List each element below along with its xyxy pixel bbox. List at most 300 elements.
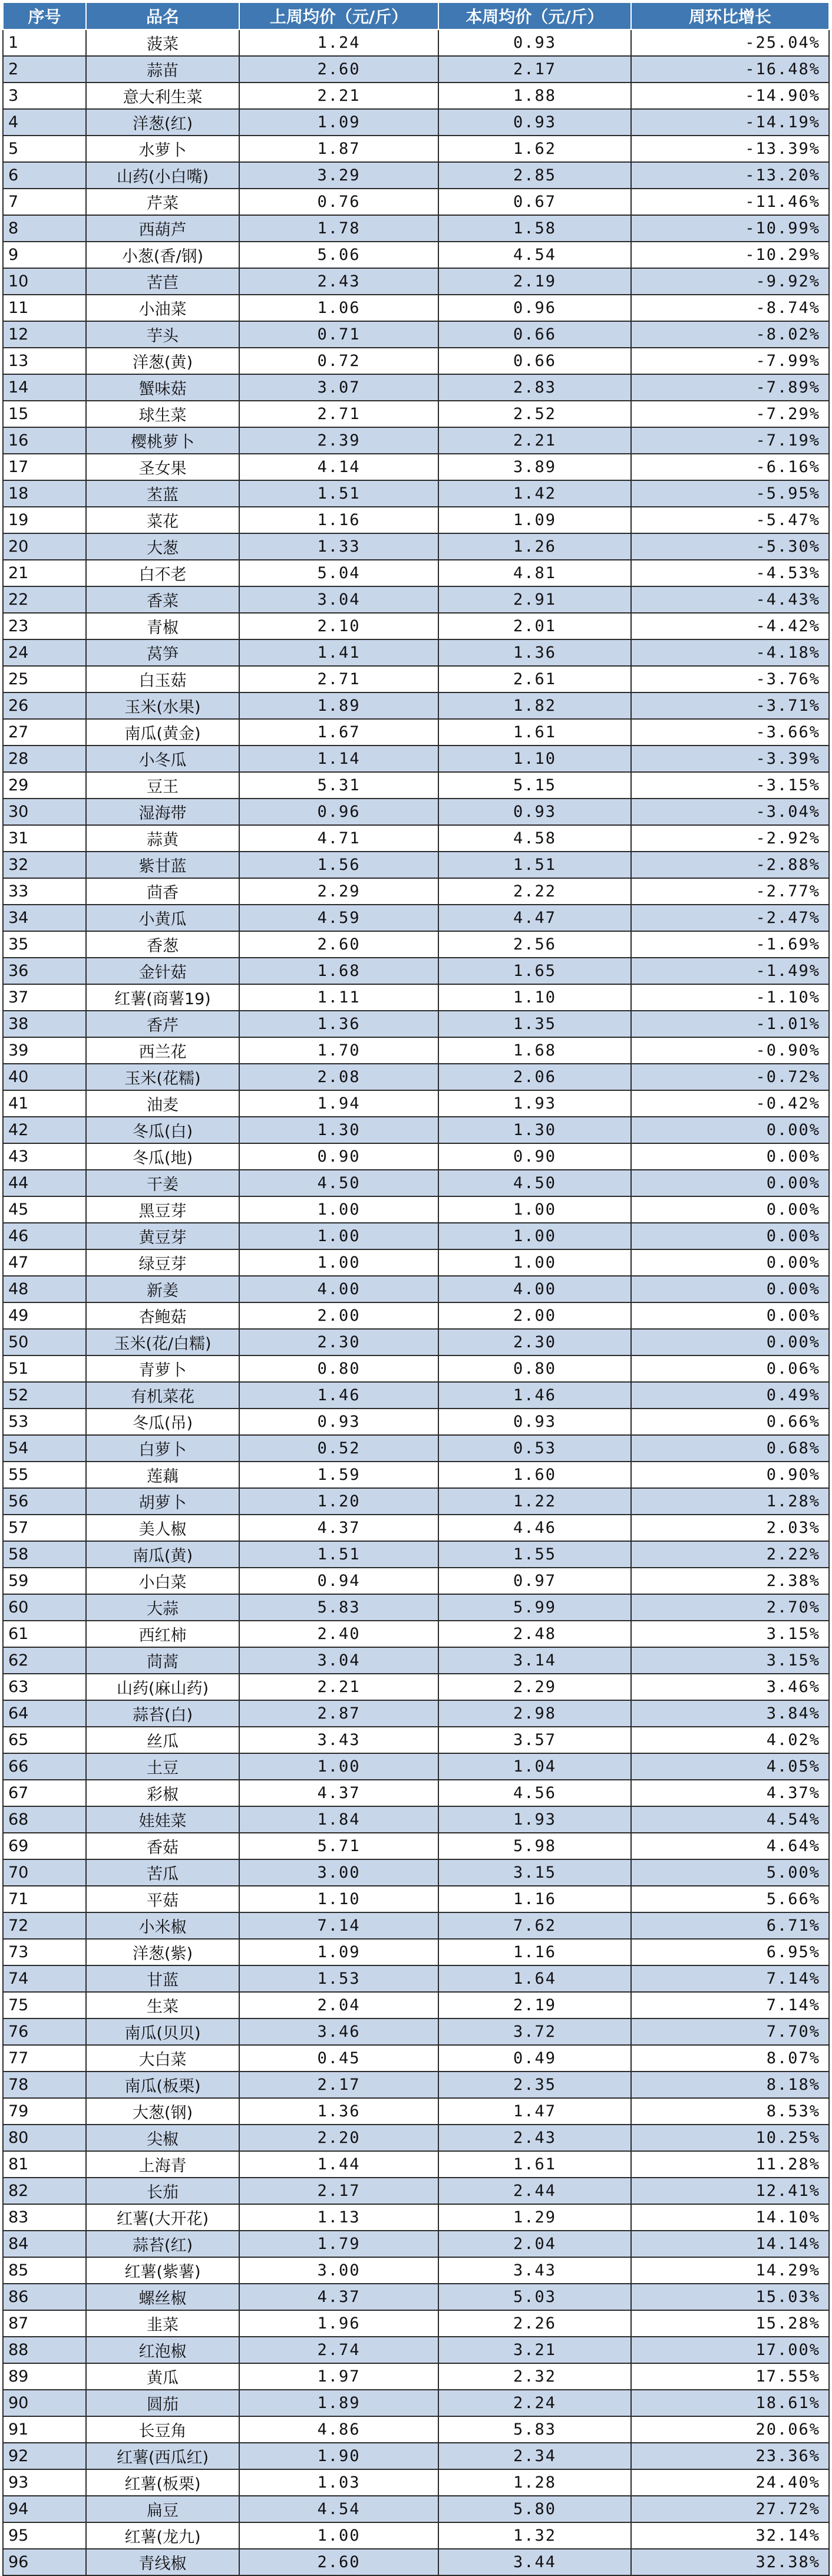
cell-week-over-week-change: -16.48% xyxy=(631,56,829,83)
cell-this-week-price: 1.10 xyxy=(438,746,631,772)
cell-index: 62 xyxy=(3,1647,86,1674)
cell-index: 42 xyxy=(3,1117,86,1143)
cell-last-week-price: 2.71 xyxy=(239,666,438,692)
cell-this-week-price: 2.83 xyxy=(438,374,631,401)
cell-product-name: 豆王 xyxy=(86,772,239,799)
table-row xyxy=(3,1409,829,1435)
cell-index: 39 xyxy=(3,1037,86,1064)
cell-this-week-price: 0.80 xyxy=(438,1355,631,1382)
cell-product-name: 平菇 xyxy=(86,1886,239,1912)
cell-index: 33 xyxy=(3,878,86,905)
table-row xyxy=(3,1302,829,1329)
cell-week-over-week-change: 14.10% xyxy=(631,2204,829,2231)
cell-product-name: 大葱 xyxy=(86,533,239,560)
table-row xyxy=(3,1276,829,1302)
cell-this-week-price: 2.91 xyxy=(438,586,631,613)
cell-week-over-week-change: 14.29% xyxy=(631,2257,829,2284)
cell-week-over-week-change: 5.00% xyxy=(631,1859,829,1886)
cell-index: 76 xyxy=(3,2018,86,2045)
cell-this-week-price: 0.66 xyxy=(438,321,631,348)
cell-index: 60 xyxy=(3,1594,86,1621)
table-row xyxy=(3,507,829,533)
cell-week-over-week-change: -8.74% xyxy=(631,295,829,321)
cell-this-week-price: 3.44 xyxy=(438,2549,631,2575)
table-row xyxy=(3,958,829,984)
table-row xyxy=(3,2257,829,2284)
table-row xyxy=(3,2098,829,2125)
cell-last-week-price: 3.04 xyxy=(239,586,438,613)
cell-index: 48 xyxy=(3,1276,86,1302)
cell-index: 10 xyxy=(3,268,86,295)
cell-this-week-price: 2.56 xyxy=(438,931,631,958)
cell-index: 45 xyxy=(3,1196,86,1223)
table-row xyxy=(3,1621,829,1647)
cell-week-over-week-change: -1.69% xyxy=(631,931,829,958)
cell-index: 6 xyxy=(3,162,86,189)
cell-this-week-price: 2.04 xyxy=(438,2231,631,2257)
cell-week-over-week-change: -3.15% xyxy=(631,772,829,799)
cell-product-name: 新姜 xyxy=(86,1276,239,1302)
cell-this-week-price: 5.98 xyxy=(438,1833,631,1859)
table-row xyxy=(3,2045,829,2072)
cell-last-week-price: 2.17 xyxy=(239,2178,438,2204)
cell-this-week-price: 2.32 xyxy=(438,2363,631,2390)
cell-product-name: 蒜黄 xyxy=(86,825,239,852)
cell-week-over-week-change: -3.66% xyxy=(631,719,829,746)
cell-this-week-price: 2.06 xyxy=(438,1064,631,1090)
cell-last-week-price: 4.37 xyxy=(239,2284,438,2310)
cell-index: 96 xyxy=(3,2549,86,2575)
cell-this-week-price: 5.80 xyxy=(438,2496,631,2522)
cell-product-name: 黑豆芽 xyxy=(86,1196,239,1223)
cell-last-week-price: 0.71 xyxy=(239,321,438,348)
cell-index: 43 xyxy=(3,1143,86,1170)
cell-this-week-price: 5.15 xyxy=(438,772,631,799)
cell-product-name: 上海青 xyxy=(86,2151,239,2178)
cell-last-week-price: 4.50 xyxy=(239,1170,438,1196)
table-row xyxy=(3,666,829,692)
table-row xyxy=(3,1727,829,1753)
cell-week-over-week-change: 18.61% xyxy=(631,2390,829,2416)
table-row xyxy=(3,560,829,586)
cell-this-week-price: 4.46 xyxy=(438,1515,631,1541)
cell-last-week-price: 0.52 xyxy=(239,1435,438,1462)
cell-week-over-week-change: 0.00% xyxy=(631,1302,829,1329)
cell-last-week-price: 1.24 xyxy=(239,29,438,56)
cell-week-over-week-change: 0.66% xyxy=(631,1409,829,1435)
table-row xyxy=(3,2522,829,2549)
cell-this-week-price: 1.65 xyxy=(438,958,631,984)
cell-week-over-week-change: 3.15% xyxy=(631,1621,829,1647)
cell-product-name: 圣女果 xyxy=(86,454,239,480)
cell-last-week-price: 2.87 xyxy=(239,1700,438,1727)
cell-last-week-price: 1.51 xyxy=(239,1541,438,1568)
cell-this-week-price: 0.93 xyxy=(438,29,631,56)
table-row xyxy=(3,825,829,852)
cell-week-over-week-change: -5.30% xyxy=(631,533,829,560)
cell-last-week-price: 3.00 xyxy=(239,2257,438,2284)
cell-index: 69 xyxy=(3,1833,86,1859)
cell-week-over-week-change: 14.14% xyxy=(631,2231,829,2257)
cell-week-over-week-change: -13.39% xyxy=(631,136,829,162)
cell-product-name: 尖椒 xyxy=(86,2125,239,2151)
cell-this-week-price: 1.47 xyxy=(438,2098,631,2125)
cell-product-name: 大葱(钢) xyxy=(86,2098,239,2125)
table-row xyxy=(3,1992,829,2018)
cell-index: 66 xyxy=(3,1753,86,1780)
cell-last-week-price: 5.83 xyxy=(239,1594,438,1621)
cell-last-week-price: 1.89 xyxy=(239,2390,438,2416)
table-row xyxy=(3,1939,829,1965)
table-row xyxy=(3,2151,829,2178)
cell-this-week-price: 4.54 xyxy=(438,242,631,268)
cell-product-name: 紫甘蓝 xyxy=(86,852,239,878)
table-row xyxy=(3,2337,829,2363)
cell-last-week-price: 2.17 xyxy=(239,2072,438,2098)
cell-week-over-week-change: 6.95% xyxy=(631,1939,829,1965)
cell-last-week-price: 1.00 xyxy=(239,1753,438,1780)
cell-product-name: 湿海带 xyxy=(86,799,239,825)
cell-last-week-price: 2.39 xyxy=(239,427,438,454)
cell-product-name: 甘蓝 xyxy=(86,1965,239,1992)
cell-last-week-price: 1.00 xyxy=(239,1249,438,1276)
cell-last-week-price: 1.89 xyxy=(239,692,438,719)
cell-last-week-price: 5.31 xyxy=(239,772,438,799)
cell-this-week-price: 0.93 xyxy=(438,109,631,136)
cell-week-over-week-change: 0.90% xyxy=(631,1462,829,1488)
table-row xyxy=(3,1568,829,1594)
table-row xyxy=(3,984,829,1011)
cell-index: 25 xyxy=(3,666,86,692)
cell-this-week-price: 2.44 xyxy=(438,2178,631,2204)
cell-last-week-price: 2.21 xyxy=(239,1674,438,1700)
table-row xyxy=(3,162,829,189)
table-row xyxy=(3,29,829,56)
table-row xyxy=(3,639,829,666)
cell-product-name: 干姜 xyxy=(86,1170,239,1196)
table-row xyxy=(3,242,829,268)
table-row xyxy=(3,374,829,401)
cell-product-name: 西红柿 xyxy=(86,1621,239,1647)
cell-week-over-week-change: -7.29% xyxy=(631,401,829,427)
cell-product-name: 白萝卜 xyxy=(86,1435,239,1462)
table-row xyxy=(3,2204,829,2231)
cell-this-week-price: 3.21 xyxy=(438,2337,631,2363)
cell-product-name: 香菇 xyxy=(86,1833,239,1859)
cell-index: 72 xyxy=(3,1912,86,1939)
cell-last-week-price: 2.60 xyxy=(239,931,438,958)
cell-week-over-week-change: 12.41% xyxy=(631,2178,829,2204)
cell-index: 90 xyxy=(3,2390,86,2416)
cell-product-name: 洋葱(紫) xyxy=(86,1939,239,1965)
header-last-week-price: 上周均价（元/斤） xyxy=(239,2,438,29)
cell-week-over-week-change: 17.00% xyxy=(631,2337,829,2363)
cell-last-week-price: 3.04 xyxy=(239,1647,438,1674)
cell-last-week-price: 1.20 xyxy=(239,1488,438,1515)
cell-last-week-price: 2.00 xyxy=(239,1302,438,1329)
cell-index: 21 xyxy=(3,560,86,586)
table-row xyxy=(3,2549,829,2575)
cell-index: 88 xyxy=(3,2337,86,2363)
cell-this-week-price: 1.60 xyxy=(438,1462,631,1488)
cell-product-name: 洋葱(黄) xyxy=(86,348,239,374)
cell-last-week-price: 7.14 xyxy=(239,1912,438,1939)
cell-this-week-price: 0.93 xyxy=(438,1409,631,1435)
cell-product-name: 苤蓝 xyxy=(86,480,239,507)
cell-week-over-week-change: -0.42% xyxy=(631,1090,829,1117)
cell-last-week-price: 5.06 xyxy=(239,242,438,268)
table-row xyxy=(3,321,829,348)
cell-this-week-price: 4.56 xyxy=(438,1780,631,1806)
cell-index: 85 xyxy=(3,2257,86,2284)
cell-product-name: 莲藕 xyxy=(86,1462,239,1488)
cell-this-week-price: 1.82 xyxy=(438,692,631,719)
table-row xyxy=(3,1037,829,1064)
cell-week-over-week-change: 2.22% xyxy=(631,1541,829,1568)
cell-index: 61 xyxy=(3,1621,86,1647)
cell-this-week-price: 2.85 xyxy=(438,162,631,189)
cell-last-week-price: 1.16 xyxy=(239,507,438,533)
header-row xyxy=(3,2,829,29)
cell-week-over-week-change: -2.77% xyxy=(631,878,829,905)
table-row xyxy=(3,931,829,958)
table-row xyxy=(3,1833,829,1859)
cell-last-week-price: 2.29 xyxy=(239,878,438,905)
cell-index: 54 xyxy=(3,1435,86,1462)
cell-product-name: 土豆 xyxy=(86,1753,239,1780)
cell-this-week-price: 4.50 xyxy=(438,1170,631,1196)
cell-week-over-week-change: 1.28% xyxy=(631,1488,829,1515)
cell-index: 44 xyxy=(3,1170,86,1196)
table-row xyxy=(3,1515,829,1541)
cell-index: 65 xyxy=(3,1727,86,1753)
table-row xyxy=(3,2072,829,2098)
cell-last-week-price: 2.71 xyxy=(239,401,438,427)
table-row xyxy=(3,1117,829,1143)
cell-product-name: 小黄瓜 xyxy=(86,905,239,931)
cell-this-week-price: 1.88 xyxy=(438,83,631,109)
table-row xyxy=(3,1647,829,1674)
table-row xyxy=(3,1090,829,1117)
cell-last-week-price: 1.56 xyxy=(239,852,438,878)
cell-last-week-price: 1.10 xyxy=(239,1886,438,1912)
cell-last-week-price: 1.51 xyxy=(239,480,438,507)
cell-week-over-week-change: 0.00% xyxy=(631,1170,829,1196)
cell-product-name: 杏鲍菇 xyxy=(86,1302,239,1329)
cell-week-over-week-change: 0.00% xyxy=(631,1196,829,1223)
cell-week-over-week-change: -1.49% xyxy=(631,958,829,984)
cell-week-over-week-change: -6.16% xyxy=(631,454,829,480)
table-row xyxy=(3,1541,829,1568)
cell-this-week-price: 2.61 xyxy=(438,666,631,692)
cell-this-week-price: 0.66 xyxy=(438,348,631,374)
table-row xyxy=(3,533,829,560)
cell-index: 7 xyxy=(3,189,86,215)
cell-last-week-price: 1.78 xyxy=(239,215,438,242)
cell-week-over-week-change: 4.64% xyxy=(631,1833,829,1859)
cell-index: 63 xyxy=(3,1674,86,1700)
cell-product-name: 蒜苔(红) xyxy=(86,2231,239,2257)
cell-index: 37 xyxy=(3,984,86,1011)
cell-this-week-price: 2.24 xyxy=(438,2390,631,2416)
cell-week-over-week-change: -1.10% xyxy=(631,984,829,1011)
cell-product-name: 香葱 xyxy=(86,931,239,958)
cell-product-name: 小冬瓜 xyxy=(86,746,239,772)
cell-last-week-price: 1.09 xyxy=(239,109,438,136)
table-row xyxy=(3,136,829,162)
table-row xyxy=(3,1886,829,1912)
cell-product-name: 水萝卜 xyxy=(86,136,239,162)
cell-index: 75 xyxy=(3,1992,86,2018)
table-row xyxy=(3,1143,829,1170)
cell-last-week-price: 2.43 xyxy=(239,268,438,295)
cell-index: 83 xyxy=(3,2204,86,2231)
cell-week-over-week-change: -14.90% xyxy=(631,83,829,109)
cell-last-week-price: 3.29 xyxy=(239,162,438,189)
cell-this-week-price: 0.49 xyxy=(438,2045,631,2072)
cell-index: 15 xyxy=(3,401,86,427)
cell-product-name: 青椒 xyxy=(86,613,239,639)
cell-week-over-week-change: -4.18% xyxy=(631,639,829,666)
cell-product-name: 红薯(大开花) xyxy=(86,2204,239,2231)
cell-this-week-price: 2.21 xyxy=(438,427,631,454)
cell-week-over-week-change: -5.95% xyxy=(631,480,829,507)
cell-week-over-week-change: -7.19% xyxy=(631,427,829,454)
cell-this-week-price: 2.52 xyxy=(438,401,631,427)
cell-week-over-week-change: 10.25% xyxy=(631,2125,829,2151)
cell-this-week-price: 1.46 xyxy=(438,1382,631,1409)
cell-last-week-price: 1.97 xyxy=(239,2363,438,2390)
cell-week-over-week-change: -3.71% xyxy=(631,692,829,719)
cell-product-name: 洋葱(红) xyxy=(86,109,239,136)
cell-index: 55 xyxy=(3,1462,86,1488)
vegetable-price-table xyxy=(2,2,830,2576)
cell-this-week-price: 3.72 xyxy=(438,2018,631,2045)
cell-week-over-week-change: 4.54% xyxy=(631,1806,829,1833)
cell-last-week-price: 1.09 xyxy=(239,1939,438,1965)
cell-week-over-week-change: 32.38% xyxy=(631,2549,829,2575)
cell-index: 77 xyxy=(3,2045,86,2072)
cell-index: 1 xyxy=(3,29,86,56)
cell-this-week-price: 1.26 xyxy=(438,533,631,560)
cell-week-over-week-change: 3.84% xyxy=(631,1700,829,1727)
cell-week-over-week-change: -2.88% xyxy=(631,852,829,878)
cell-index: 2 xyxy=(3,56,86,83)
cell-last-week-price: 1.14 xyxy=(239,746,438,772)
cell-week-over-week-change: 20.06% xyxy=(631,2416,829,2443)
cell-index: 38 xyxy=(3,1011,86,1037)
cell-week-over-week-change: -8.02% xyxy=(631,321,829,348)
table-row xyxy=(3,1674,829,1700)
cell-week-over-week-change: 7.14% xyxy=(631,1992,829,2018)
cell-this-week-price: 0.53 xyxy=(438,1435,631,1462)
table-row xyxy=(3,1806,829,1833)
cell-this-week-price: 5.99 xyxy=(438,1594,631,1621)
cell-index: 89 xyxy=(3,2363,86,2390)
cell-last-week-price: 0.93 xyxy=(239,1409,438,1435)
cell-this-week-price: 1.30 xyxy=(438,1117,631,1143)
cell-this-week-price: 1.93 xyxy=(438,1090,631,1117)
cell-index: 92 xyxy=(3,2443,86,2469)
cell-last-week-price: 1.46 xyxy=(239,1382,438,1409)
cell-index: 5 xyxy=(3,136,86,162)
cell-this-week-price: 4.00 xyxy=(438,1276,631,1302)
cell-product-name: 苦瓜 xyxy=(86,1859,239,1886)
table-row xyxy=(3,480,829,507)
cell-index: 79 xyxy=(3,2098,86,2125)
cell-week-over-week-change: -3.76% xyxy=(631,666,829,692)
cell-product-name: 冬瓜(地) xyxy=(86,1143,239,1170)
cell-product-name: 苦苣 xyxy=(86,268,239,295)
cell-last-week-price: 1.84 xyxy=(239,1806,438,1833)
cell-this-week-price: 1.16 xyxy=(438,1886,631,1912)
cell-index: 56 xyxy=(3,1488,86,1515)
cell-last-week-price: 1.33 xyxy=(239,533,438,560)
cell-product-name: 红薯(龙九) xyxy=(86,2522,239,2549)
cell-product-name: 圆茄 xyxy=(86,2390,239,2416)
cell-last-week-price: 0.94 xyxy=(239,1568,438,1594)
cell-product-name: 南瓜(黄金) xyxy=(86,719,239,746)
cell-product-name: 茼蒿 xyxy=(86,1647,239,1674)
cell-week-over-week-change: 8.07% xyxy=(631,2045,829,2072)
table-row xyxy=(3,905,829,931)
cell-this-week-price: 0.67 xyxy=(438,189,631,215)
cell-week-over-week-change: -3.39% xyxy=(631,746,829,772)
cell-index: 91 xyxy=(3,2416,86,2443)
cell-product-name: 扁豆 xyxy=(86,2496,239,2522)
cell-index: 57 xyxy=(3,1515,86,1541)
table-body xyxy=(3,29,829,2575)
cell-this-week-price: 1.35 xyxy=(438,1011,631,1037)
cell-this-week-price: 1.51 xyxy=(438,852,631,878)
table-row xyxy=(3,2496,829,2522)
cell-product-name: 小葱(香/钢) xyxy=(86,242,239,268)
table-row xyxy=(3,83,829,109)
cell-week-over-week-change: 0.06% xyxy=(631,1355,829,1382)
cell-last-week-price: 5.04 xyxy=(239,560,438,586)
table-row xyxy=(3,1064,829,1090)
cell-product-name: 香芹 xyxy=(86,1011,239,1037)
cell-week-over-week-change: 8.18% xyxy=(631,2072,829,2098)
cell-last-week-price: 2.60 xyxy=(239,2549,438,2575)
header-product-name: 品名 xyxy=(86,2,239,29)
table-row xyxy=(3,2284,829,2310)
cell-index: 47 xyxy=(3,1249,86,1276)
header-index: 序号 xyxy=(3,2,86,29)
cell-this-week-price: 2.00 xyxy=(438,1302,631,1329)
cell-index: 23 xyxy=(3,613,86,639)
cell-index: 70 xyxy=(3,1859,86,1886)
cell-index: 3 xyxy=(3,83,86,109)
cell-product-name: 金针菇 xyxy=(86,958,239,984)
cell-this-week-price: 1.36 xyxy=(438,639,631,666)
cell-index: 14 xyxy=(3,374,86,401)
cell-index: 50 xyxy=(3,1329,86,1355)
cell-week-over-week-change: -7.99% xyxy=(631,348,829,374)
cell-week-over-week-change: -11.46% xyxy=(631,189,829,215)
cell-index: 67 xyxy=(3,1780,86,1806)
cell-this-week-price: 2.26 xyxy=(438,2310,631,2337)
cell-this-week-price: 2.48 xyxy=(438,1621,631,1647)
cell-this-week-price: 1.09 xyxy=(438,507,631,533)
cell-last-week-price: 0.96 xyxy=(239,799,438,825)
cell-index: 9 xyxy=(3,242,86,268)
cell-product-name: 油麦 xyxy=(86,1090,239,1117)
cell-product-name: 玉米(花糯) xyxy=(86,1064,239,1090)
cell-index: 94 xyxy=(3,2496,86,2522)
cell-week-over-week-change: -14.19% xyxy=(631,109,829,136)
cell-product-name: 红薯(板栗) xyxy=(86,2469,239,2496)
